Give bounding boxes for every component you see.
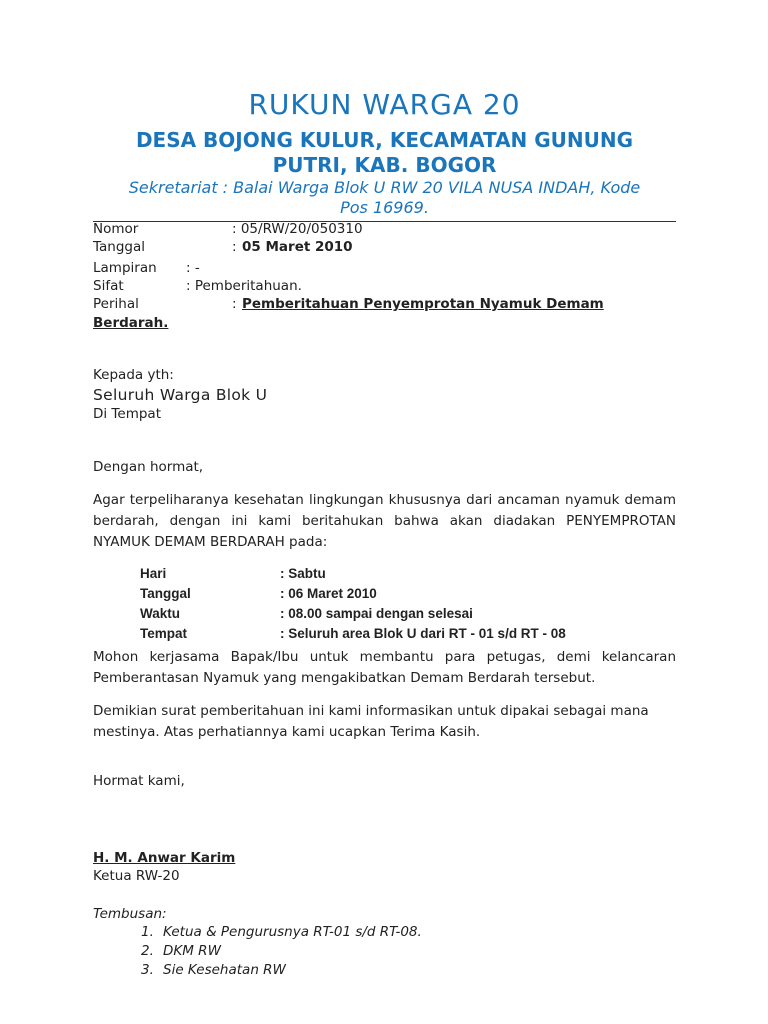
org-subtitle [93,128,676,178]
list-item-number: 1. [141,924,154,940]
tanggal-value: 05 Maret 2010 [242,239,353,255]
tanggal-colon: : [232,239,237,255]
request-paragraph [93,647,676,689]
perihal-value: Pemberitahuan Penyemprotan Nyamuk Demam [242,296,604,312]
intro-line: NYAMUK DEMAM BERDARAH pada: [93,534,328,550]
intro-paragraph [93,490,676,553]
closing-line: Demikian surat pemberitahuan ini kami informasikan untuk dipakai sebagai mana [93,703,649,719]
detail-row-tempat [140,626,566,641]
intro-line: berdarah, dengan ini kami beritahukan bahwa akan diadakan PENYEMPROTAN [93,513,676,529]
perihal-value-cont: Berdarah. [93,315,169,331]
perihal-colon: : [232,296,237,312]
perihal-label: Perihal [93,296,139,312]
tembusan-label: Tembusan: [93,906,167,922]
list-item-number: 2. [141,943,154,959]
recipient-place: Di Tempat [93,406,161,422]
closing-line: mestinya. Atas perhatiannya kami ucapkan Terima Kasih. [93,724,481,740]
detail-label: Waktu [140,606,180,621]
nomor-value: : 05/RW/20/050310 [232,221,363,237]
recipient-intro: Kepada yth: [93,367,174,383]
detail-value: : 06 Maret 2010 [280,586,377,601]
request-line: Pemberantasan Nyamuk yang mengakibatkan Demam Berdarah tersebut. [93,670,596,686]
sifat-label: Sifat [93,278,124,294]
signer-name: H. M. Anwar Karim [93,850,236,866]
lampiran-label: Lampiran [93,260,157,276]
request-line: Mohon kerjasama Bapak/Ibu untuk membantu para petugas, demi kelancaran [93,649,676,665]
detail-value: : Seluruh area Blok U dari RT - 01 s/d RT - 08 [280,626,566,641]
salutation: Hormat kami, [93,773,185,789]
list-item-text: Sie Kesehatan RW [163,962,286,978]
greeting: Dengan hormat, [93,459,204,475]
lampiran-value: : - [186,260,200,276]
tanggal-label: Tanggal [93,239,146,255]
detail-row-tanggal [140,586,377,601]
detail-label: Tempat [140,626,188,641]
signer-position: Ketua RW-20 [93,868,180,884]
recipient-name: Seluruh Warga Blok U [93,386,268,404]
intro-line: Agar terpeliharanya kesehatan lingkungan khususnya dari ancaman nyamuk demam [93,492,676,508]
nomor-label: Nomor [93,221,139,237]
detail-label: Hari [140,566,167,581]
list-item-text: DKM RW [163,943,221,959]
org-subtitle-line2: PUTRI, KAB. BOGOR [272,153,497,177]
detail-label: Tanggal [140,586,191,601]
detail-row-hari [140,566,326,581]
closing-paragraph [93,701,676,743]
org-title: RUKUN WARGA 20 [248,88,521,121]
header-divider [93,221,676,222]
sifat-value: : Pemberitahuan. [186,278,302,294]
org-address-line1: Sekretariat : Balai Warga Blok U RW 20 VILA NUSA INDAH, Kode [128,178,641,197]
list-item-number: 3. [141,962,154,978]
org-address [93,178,676,218]
org-address-line2: Pos 16969. [340,198,429,217]
detail-value: : Sabtu [280,566,326,581]
detail-row-waktu [140,606,473,621]
detail-value: : 08.00 sampai dengan selesai [280,606,473,621]
org-subtitle-line1: DESA BOJONG KULUR, KECAMATAN GUNUNG [135,128,634,152]
list-item-text: Ketua & Pengurusnya RT-01 s/d RT-08. [163,924,422,940]
